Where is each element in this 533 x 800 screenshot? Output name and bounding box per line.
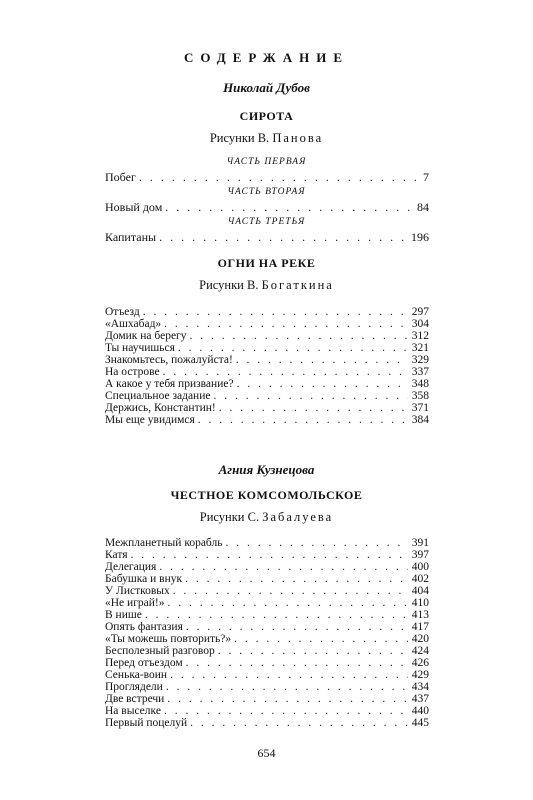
entry-title: Опять фантазия [105,621,183,633]
dot-leader [167,669,408,681]
toc-entry[interactable] [105,366,429,378]
entry-title: На выселке [105,705,161,717]
part-label: ЧАСТЬ ТРЕТЬЯ [227,217,306,227]
entry-page: 410 [411,597,429,609]
work-title: ЧЕСТНОЕ КОМСОМОЛЬСКОЕ [170,488,363,502]
illustrator-name: Забалуева [262,510,334,524]
entry-title: Новый дом [105,200,163,214]
entry-title: «Ашхабад» [105,318,162,330]
entry-page: 397 [411,549,429,561]
toc-entry[interactable] [105,621,429,633]
entry-title: Первый поцелуй [105,717,188,729]
entry-page: 329 [411,354,429,366]
entry-page: 402 [411,573,429,585]
entry-page: 400 [411,561,429,573]
toc-entry[interactable] [105,609,429,621]
entry-title: Межпланетный корабль [105,537,223,549]
dot-leader [187,717,408,729]
dot-leader [231,633,408,645]
illustrations-prefix: Рисунки С. [199,510,260,524]
dot-leader [182,573,408,585]
toc-entry[interactable] [105,597,429,609]
entry-page: 358 [411,390,429,402]
dot-leader [156,561,407,573]
toc-entry[interactable] [105,537,429,549]
entry-title: Две встречи [105,693,165,705]
author-name: Агния Кузнецова [218,462,315,477]
toc-entry[interactable] [105,681,429,693]
illustrator-name: Панова [272,131,324,145]
entry-title: Бабушка и внук [105,573,183,585]
entry-title: У Листковых [105,585,170,597]
dot-leader [160,366,408,378]
toc-entry[interactable] [105,585,429,597]
dot-leader [183,621,408,633]
dot-leader [136,170,419,184]
dot-leader [234,378,408,390]
entry-page: 420 [411,633,429,645]
dot-leader [163,681,408,693]
toc-entry[interactable] [105,573,429,585]
illustrations-prefix: Рисунки В. [209,131,270,145]
toc-entry[interactable] [105,330,429,342]
dot-leader [161,705,408,717]
entry-page: 84 [417,200,429,214]
entry-page: 424 [411,645,429,657]
entry-page: 7 [423,170,429,184]
dot-leader [170,585,408,597]
work-title: СИРОТА [239,109,294,123]
dot-leader [128,549,408,561]
entry-page: 312 [411,330,429,342]
page-number: 654 [257,746,276,760]
toc-entry[interactable] [105,230,429,244]
toc-entry[interactable] [105,306,429,318]
toc-entry[interactable] [105,705,429,717]
illustrations-credit [0,278,533,293]
illustrator-name: Богаткина [261,278,334,292]
toc-entry[interactable] [105,669,429,681]
entry-page: 426 [411,657,429,669]
entry-page: 384 [411,414,429,426]
toc-entry[interactable] [105,318,429,330]
part-label: ЧАСТЬ ВТОРАЯ [227,187,306,197]
entry-page: 297 [411,306,429,318]
toc-entry[interactable] [105,378,429,390]
dot-leader [215,645,408,657]
entry-title: Ты научишься [105,342,175,354]
toc-entry[interactable] [105,645,429,657]
toc-entry[interactable] [105,717,429,729]
entry-title: В нише [105,609,142,621]
dot-leader [195,414,408,426]
entry-page: 321 [411,342,429,354]
entry-title: Держись, Константин! [105,402,216,414]
entry-title: Перед отъездом [105,657,183,669]
entry-title: Побег [105,170,136,184]
entry-title: Бесполезный разговор [105,645,215,657]
toc-entry[interactable] [105,390,429,402]
dot-leader [140,306,408,318]
dot-leader [165,597,408,609]
entry-page: 445 [411,717,429,729]
entry-page: 304 [411,318,429,330]
dot-leader [162,200,413,214]
entry-title: На острове [105,366,160,378]
dot-leader [222,537,407,549]
entry-title: Делегация [105,561,157,573]
entry-title: Мы еще увидимся [105,414,195,426]
toc-entry[interactable] [105,342,429,354]
entry-title: Проглядели [105,681,163,693]
entry-title: Капитаны [105,230,157,244]
illustrations-prefix: Рисунки В. [199,278,259,292]
entry-page: 440 [411,705,429,717]
entry-title: Катя [105,549,128,561]
work-title: ОГНИ НА РЕКЕ [217,256,316,270]
entry-title: «Ты можешь повторить?» [105,633,232,645]
entry-title: Сенька-воин [105,669,168,681]
entry-page: 371 [411,402,429,414]
entry-page: 429 [411,669,429,681]
dot-leader [187,330,408,342]
toc-entry[interactable] [105,402,429,414]
dot-leader [156,230,407,244]
illustrations-credit [0,510,533,525]
toc-entry[interactable] [105,561,429,573]
entry-page: 196 [411,230,429,244]
entry-page: 437 [411,693,429,705]
illustrations-credit [0,131,533,146]
entry-title: Отъезд [105,306,140,318]
toc-entry[interactable] [105,414,429,426]
entry-title: А какое у тебя призвание? [105,378,234,390]
toc-entry[interactable] [105,693,429,705]
entry-page: 417 [411,621,429,633]
entry-page: 413 [411,609,429,621]
entry-title: «Не играй!» [105,597,165,609]
dot-leader [142,609,408,621]
toc-entry[interactable] [105,354,429,366]
toc-entry[interactable] [105,170,429,184]
contents-heading: СОДЕРЖАНИЕ [183,50,350,65]
dot-leader [175,342,408,354]
author-name: Николай Дубов [223,80,310,95]
entry-page: 434 [411,681,429,693]
dot-leader [164,693,407,705]
entry-title: Домик на берегу [105,330,187,342]
entry-page: 404 [411,585,429,597]
entry-page: 391 [411,537,429,549]
dot-leader [183,657,408,669]
dot-leader [210,390,407,402]
dot-leader [161,318,408,330]
entry-title: Знакомьтесь, пожалуйста! [105,354,233,366]
part-label: ЧАСТЬ ПЕРВАЯ [226,157,307,167]
toc-entry[interactable] [105,657,429,669]
dot-leader [233,354,408,366]
entry-page: 337 [411,366,429,378]
toc-entry[interactable] [105,633,429,645]
dot-leader [216,402,408,414]
entry-page: 348 [411,378,429,390]
entry-title: Специальное задание [105,390,211,402]
toc-entry[interactable] [105,549,429,561]
toc-entry[interactable] [105,200,429,214]
